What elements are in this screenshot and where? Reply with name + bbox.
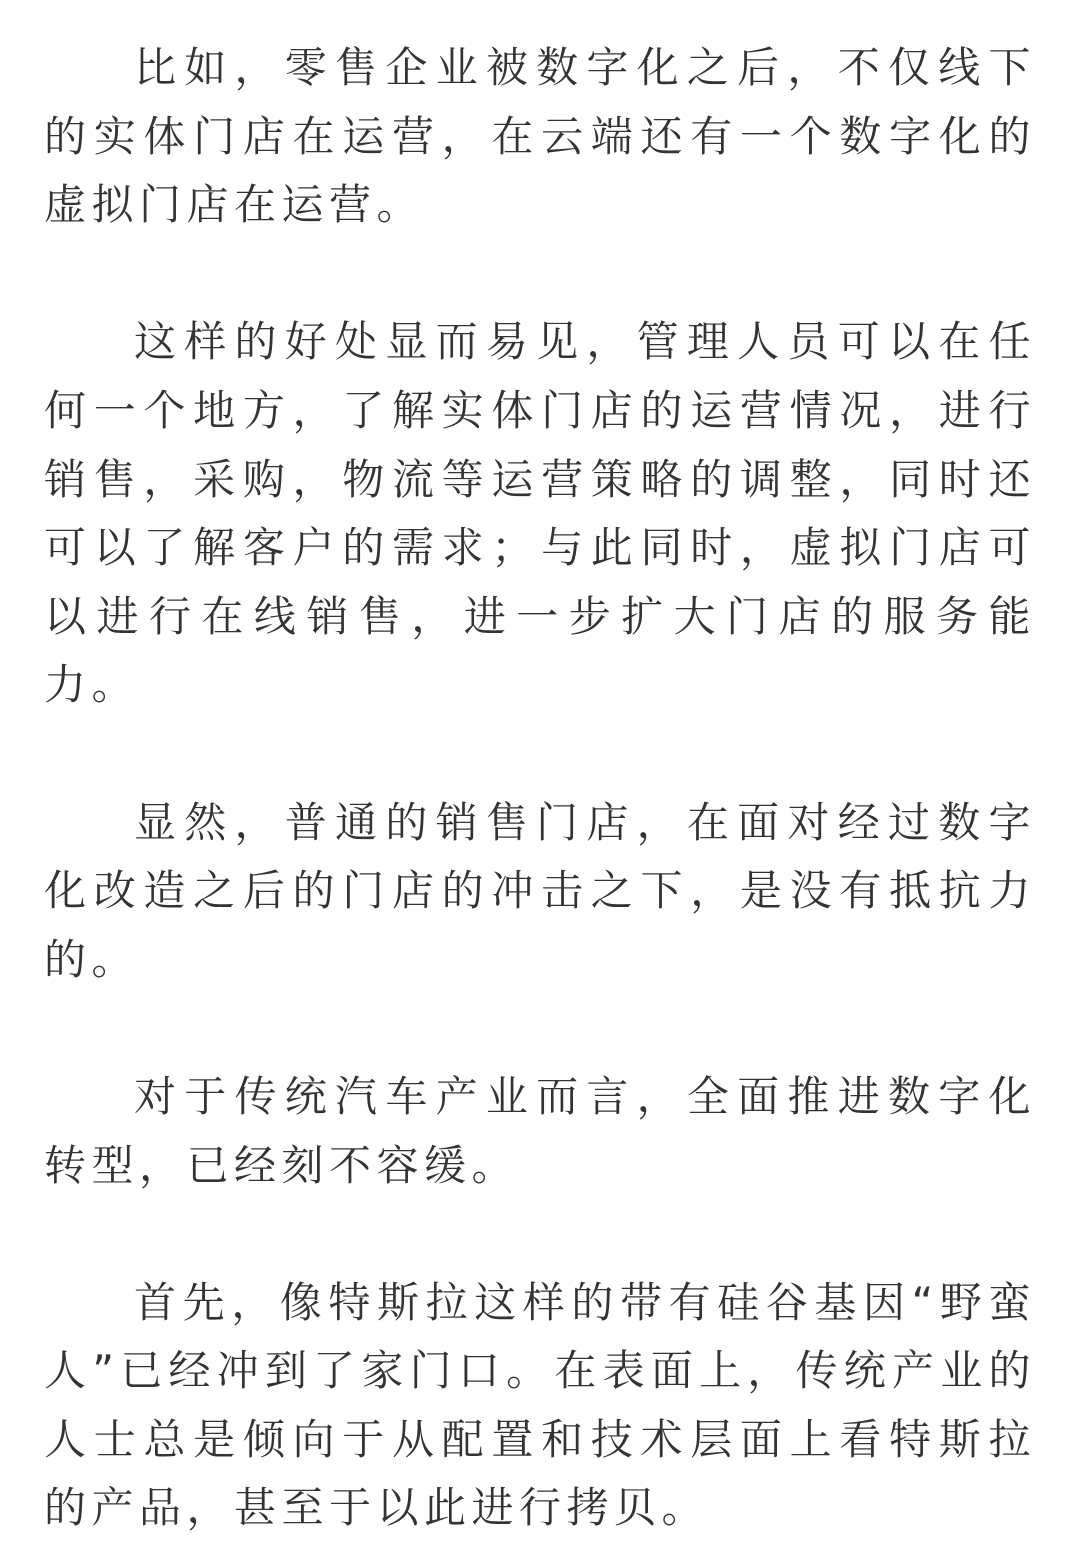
paragraph-tesla: 首先，像特斯拉这样的带有硅谷基因“野蛮人”已经冲到了家门口。在表面上，传统产业的人士总是倾向于从配置和技术层面上看特斯拉的产品，甚至于以此进行拷贝。 [44, 1277, 1036, 1533]
paragraph-retail-digitalization: 比如，零售企业被数字化之后，不仅线下的实体门店在运营，在云端还有一个数字化的虚拟门店在运营。 [44, 43, 1036, 230]
paragraph-auto-industry: 对于传统汽车产业而言，全面推进数字化转型，已经刻不容缓。 [44, 1071, 1036, 1190]
article-body [44, 34, 1036, 1543]
paragraph-ordinary-stores: 显然，普通的销售门店，在面对经过数字化改造之后的门店的冲击之下，是没有抵抗力的。 [44, 797, 1036, 984]
paragraph-benefits: 这样的好处显而易见，管理人员可以在任何一个地方，了解实体门店的运营情况，进行销售，采购，物流等运营策略的调整，同时还可以了解客户的需求；与此同时，虚拟门店可以进行在线销售，进一步扩大门店的服务能力。 [44, 317, 1036, 710]
